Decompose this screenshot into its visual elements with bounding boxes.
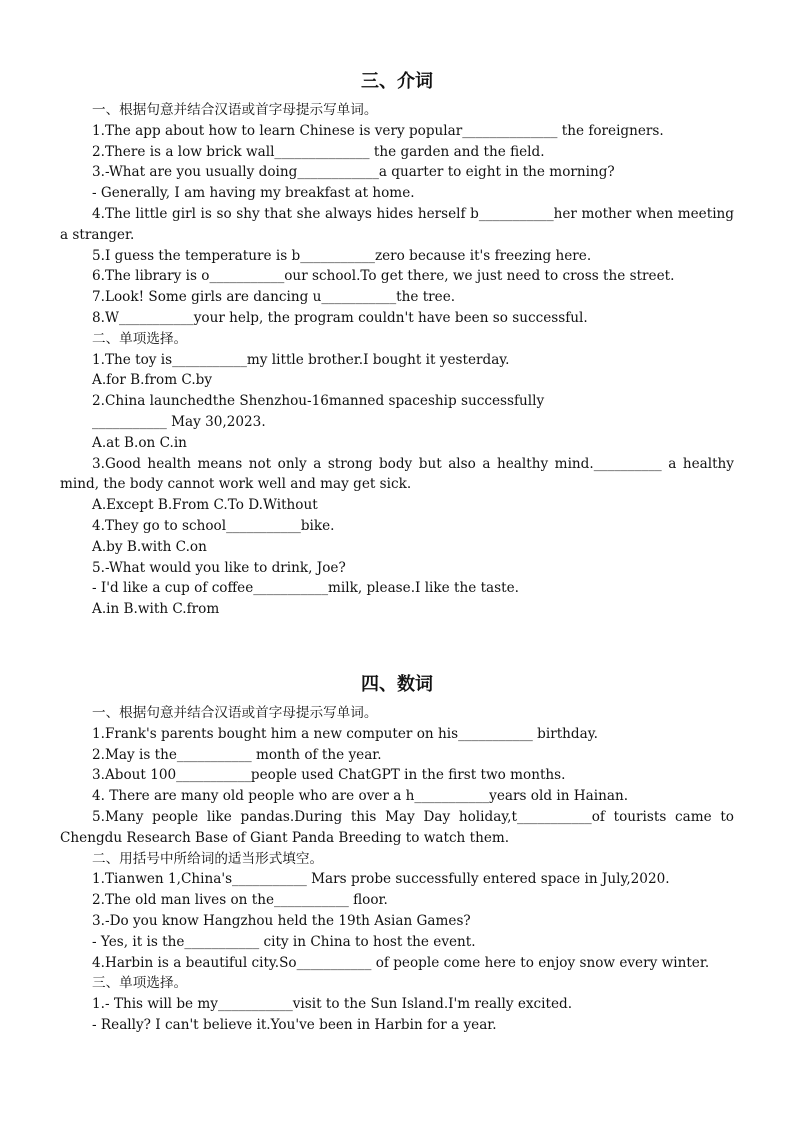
question-line: 4.They go to school___________bike. <box>92 517 335 534</box>
options-line: A.by B.with C.on <box>92 538 207 555</box>
question-line: 2.There is a low brick wall______________ the garden and the field. <box>92 143 545 160</box>
section-title: 四、数词 <box>361 674 433 695</box>
section-prepositions <box>0 70 794 620</box>
part-heading: 一、根据句意并结合汉语或首字母提示写单词。 <box>92 705 378 721</box>
question-line: 3.About 100___________people used ChatGPT in the first two months. <box>92 767 566 784</box>
question-line: 3.-Do you know Hangzhou held the 19th Asian Games? <box>92 912 471 929</box>
question-line: 5.-What would you like to drink, Joe? <box>92 559 346 576</box>
question-line: 5.I guess the temperature is b___________zero because it's freezing here. <box>92 247 592 264</box>
question-line: 4.Harbin is a beautiful city.So___________ of people come here to enjoy snow every winter. <box>92 954 710 971</box>
question-line: - Generally, I am having my breakfast at home. <box>92 185 415 202</box>
question-line: 5.Many people like pandas.During this May Day holiday,t___________of tourists came to Chengdu Research Base of Giant Panda Breeding to watch them. <box>60 808 734 846</box>
question-line: 6.The library is o___________our school.To get there, we just need to cross the street. <box>92 268 675 285</box>
question-line: 4.The little girl is so shy that she always hides herself b___________her mother when meeting a stranger. <box>60 205 734 243</box>
question-line: - Yes, it is the___________ city in China to host the event. <box>92 933 476 950</box>
options-line: A.at B.on C.in <box>92 434 187 451</box>
question-line: 1.Tianwen 1,China's___________ Mars probe successfully entered space in July,2020. <box>92 871 670 888</box>
part-heading: 二、用括号中所给词的适当形式填空。 <box>92 850 324 867</box>
question-line: 2.China launchedthe Shenzhou-16manned spaceship successfully <box>92 393 545 410</box>
question-line: 2.The old man lives on the___________ floor. <box>92 892 388 909</box>
question-line: 1.The app about how to learn Chinese is very popular______________ the foreigners. <box>92 122 664 139</box>
question-line: - I'd like a cup of coffee___________milk, please.I like the taste. <box>92 580 519 597</box>
options-line: A.for B.from C.by <box>92 372 213 389</box>
section-numerals <box>0 673 794 1036</box>
question-line: 3.-What are you usually doing____________a quarter to eight in the morning? <box>92 164 615 181</box>
options-line: A.in B.with C.from <box>92 601 220 618</box>
question-line: 1.- This will be my___________visit to the Sun Island.I'm really excited. <box>92 996 573 1013</box>
part-heading: 二、单项选择。 <box>92 330 188 347</box>
question-line: 3.Good health means not only a strong body but also a healthy mind.__________ a healthy mind, the body cannot work well and may get sick. <box>60 455 734 493</box>
question-line: 1.The toy is___________my little brother.I bought it yesterday. <box>92 351 510 368</box>
question-line: 2.May is the___________ month of the year. <box>92 746 382 763</box>
part-heading: 一、根据句意并结合汉语或首字母提示写单词。 <box>92 102 378 118</box>
part-heading: 三、单项选择。 <box>92 975 188 992</box>
question-line: 1.Frank's parents bought him a new computer on his___________ birthday. <box>92 725 598 742</box>
question-line: - Really? I can't believe it.You've been in Harbin for a year. <box>92 1016 497 1033</box>
options-line: A.Except B.From C.To D.Without <box>92 497 318 514</box>
question-line: 4. There are many old people who are over a h___________years old in Hainan. <box>92 788 629 805</box>
question-line: ___________ May 30,2023. <box>92 413 266 430</box>
question-line: 7.Look! Some girls are dancing u___________the tree. <box>92 289 456 306</box>
section-title: 三、介词 <box>361 71 433 92</box>
question-line: 8.W___________your help, the program couldn't have been so successful. <box>92 309 588 326</box>
